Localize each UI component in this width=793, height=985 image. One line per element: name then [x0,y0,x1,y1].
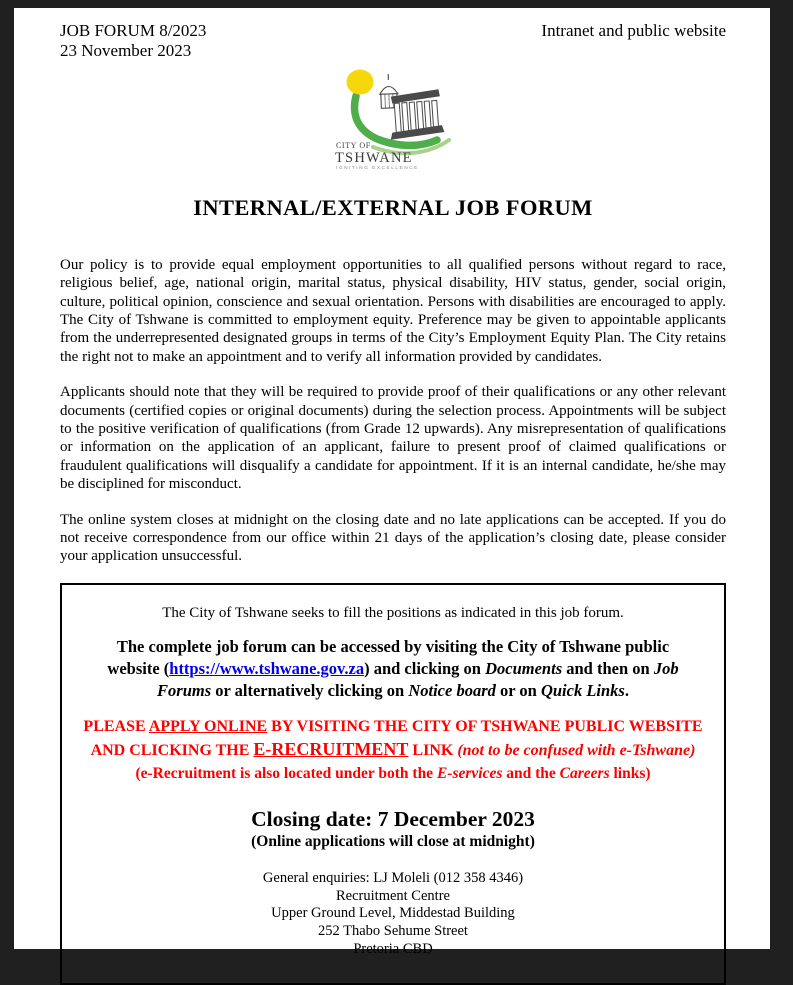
apply-line-1 [74,715,712,738]
text-run: PLEASE [83,718,148,735]
contact-enquiries-line: General enquiries: LJ Moleli (012 358 4346) [74,870,712,888]
text-run: Careers [560,765,610,782]
contact-building-line: Upper Ground Level, Middestad Building [74,905,712,923]
job-forum-number: JOB FORUM 8/2023 [60,21,206,41]
closing-midnight-note: (Online applications will close at midnight) [74,833,712,851]
notice-box [60,583,726,985]
apply-note-line [74,762,712,785]
text-run: links) [610,765,651,782]
text-run: Forums [157,681,211,700]
access-line-2 [74,658,712,680]
text-run: The complete job forum can be accessed by visiting the City of Tshwane public [117,637,669,656]
text-run: or on [496,681,541,700]
access-line-1 [74,636,712,658]
document-header [60,21,726,62]
text-run: (e-Recruitment is also located under both the [135,765,437,782]
text-run: . [625,681,629,700]
page-title: INTERNAL/EXTERNAL JOB FORUM [60,195,726,221]
access-line-3 [74,680,712,702]
text-run: Notice board [408,681,496,700]
apply-online-paragraph [74,715,712,785]
policy-paragraph: Our policy is to provide equal employment opportunities to all qualified persons without regard to race, religious belief, age, national origin, marital status, physical disability, HIV status, gender, social origin, culture, political opinion, conscience and sexual orientation. Persons with disabilities are encouraged to apply. The City of Tshwane is committed to employment equity. Preference may be given to appointable applicants from the underrepresented designated groups in terms of the City’s Employment Equity Plan. The City retains the right not to make an appointment and to verify all information provided by candidates. [60,256,726,366]
qualifications-paragraph: Applicants should note that they will be required to provide proof of their qualifications or any other relevant documents (certified copies or original documents) during the selection process. Appointments will be subject to the positive verification of qualifications (from Grade 12 upwards). Any misrepresentation of qualifications or information on the application of an applicant, failure to present proof of claimed qualifications or fraudulent qualifications will disqualify a candidate for appointment. If it is an internal candidate, he/she may be disciplined for misconduct. [60,383,726,493]
contact-block [74,870,712,959]
text-run: and the [502,765,559,782]
text-run: APPLY ONLINE [149,718,267,735]
distribution-label: Intranet and public website [541,21,726,41]
text-run: Job [654,659,679,678]
text-run: E-RECRUITMENT [253,739,408,759]
logo-city-of-text: CITY OF [336,141,371,150]
text-run: AND CLICKING THE [91,742,254,759]
online-system-paragraph: The online system closes at midnight on the closing date and no late applications can be accepted. If you do not receive correspondence from our office within 21 days of the application’s closing date, please consider your application unsuccessful. [60,511,726,566]
text-run: or alternatively clicking on [211,681,408,700]
text-run: ) and clicking on [364,659,485,678]
website-access-paragraph [74,636,712,702]
logo-tagline-text: IGNITING EXCELLENCE [336,165,419,170]
text-run: (not to be confused with e-Tshwane) [457,742,695,759]
contact-centre-line: Recruitment Centre [74,888,712,906]
text-run: E-services [437,765,502,782]
document-page [14,8,770,949]
text-run: Documents [485,659,562,678]
contact-street-line: 252 Thabo Sehume Street [74,923,712,941]
text-run: and then on [562,659,654,678]
text-run: Quick Links [541,681,625,700]
header-reference-block [60,21,206,62]
tshwane-website-link[interactable]: https://www.tshwane.gov.za [169,659,364,678]
contact-city-line: Pretoria CBD [74,941,712,959]
issue-date: 23 November 2023 [60,41,206,61]
logo-container [60,68,726,175]
text-run: website ( [107,659,169,678]
positions-intro-line: The City of Tshwane seeks to fill the positions as indicated in this job forum. [74,605,712,622]
text-run: LINK [408,742,457,759]
text-run: BY VISITING THE CITY OF TSHWANE PUBLIC WEBSITE [267,718,702,735]
city-of-tshwane-logo-icon [333,68,453,170]
apply-line-2 [74,738,712,762]
closing-date-line: Closing date: 7 December 2023 [74,807,712,832]
logo-tshwane-text: TSHWANE [335,150,413,166]
